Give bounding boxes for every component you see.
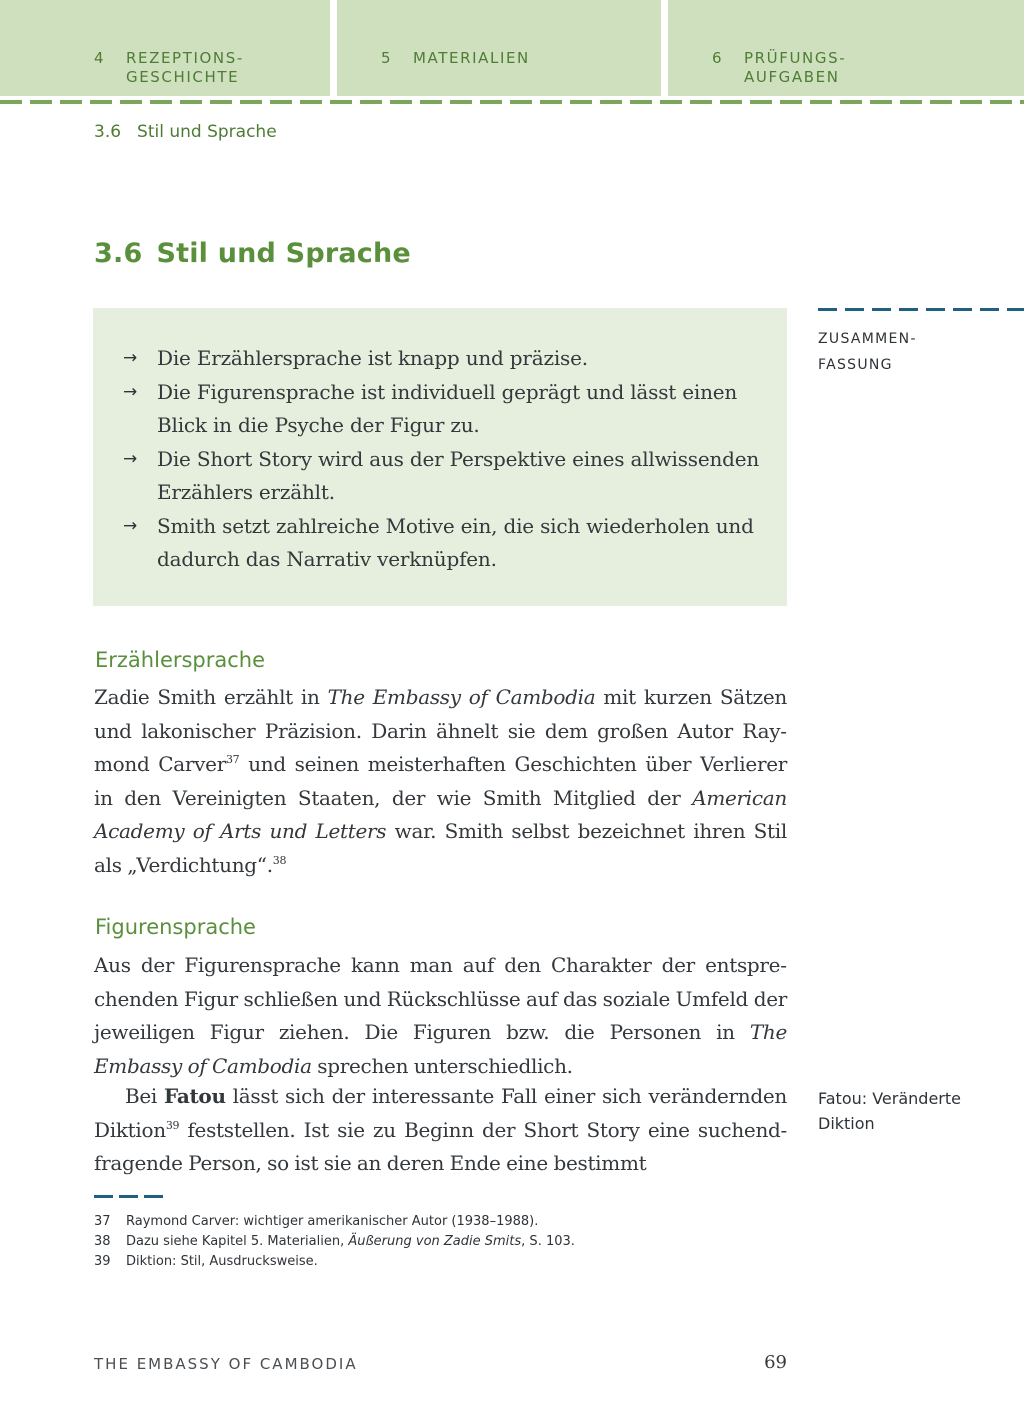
- tab-number: 4: [94, 49, 106, 67]
- chapter-title-text: Stil und Sprache: [156, 238, 411, 269]
- paragraph-erzaehlersprache: Zadie Smith erzählt in The Embassy of Cambodia mit kurzen Sätzen und lakonischer Präzision. Darin ähnelt sie dem großen Autor Raymond Carver$^{37}$ und seinen meisterhaften Geschichten über Verlierer in den Vereinigten Staaten, der wie Smith Mitglied der American Academy of Arts und Letters war. Smith selbst bezeichnet ihren Stil als „Verdichtung“.$^{38}$: [94, 685, 787, 877]
- tab-materialien[interactable]: [337, 0, 661, 96]
- arrow-right-icon: →: [123, 515, 138, 536]
- page-title: [94, 238, 411, 269]
- tab-rezeptionsgeschichte[interactable]: [0, 0, 330, 96]
- footnotes: [94, 1212, 794, 1272]
- footnote-ref[interactable]: 37: [225, 753, 240, 767]
- summary-list: [123, 342, 767, 577]
- running-head: [94, 122, 277, 142]
- running-head-title: Stil und Sprache: [137, 122, 277, 142]
- footnote-ref[interactable]: 38: [272, 853, 287, 867]
- header-dashed-divider: [0, 100, 1024, 104]
- summary-margin-label: ZUSAMMEN- FASSUNG: [818, 331, 917, 373]
- section-heading-erzaehlersprache: Erzählersprache: [95, 648, 266, 672]
- footer-book-title: THE EMBASSY OF CAMBODIA: [94, 1355, 358, 1373]
- section-heading-figurensprache: Figurensprache: [95, 915, 256, 939]
- paragraph-figurensprache: Aus der Figurensprache kann man auf den Charakter der entsprechenden Figur schließen und Rückschlüsse auf das soziale Umfeld der jeweiligen Figur ziehen. Die Figuren bzw. die Personen in The Embassy of Cambodia sprechen unterschiedlich.: [94, 953, 787, 1078]
- footnote: 39 Diktion: Stil, Ausdrucksweise.: [94, 1254, 318, 1269]
- margin-note-fatou: Fatou: Veränderte Diktion: [818, 1089, 961, 1133]
- page-number: 69: [764, 1352, 787, 1373]
- tab-label: MATERIALIEN: [413, 49, 530, 67]
- summary-item: → Die Erzählersprache ist knapp und präzise.: [123, 342, 767, 376]
- tab-label: PRÜFUNGS- AUFGABEN: [744, 49, 847, 86]
- margin-dashed-divider: [818, 308, 1024, 311]
- footnote-divider: [94, 1195, 164, 1198]
- arrow-right-icon: →: [123, 448, 138, 469]
- chapter-navigation: [0, 0, 1024, 96]
- summary-item: → Die Short Story wird aus der Perspektive eines allwissenden Erzählers erzählt.: [123, 443, 767, 510]
- summary-box: [93, 308, 787, 606]
- tab-label: REZEPTIONS- GESCHICHTE: [126, 49, 244, 86]
- running-head-number: 3.6: [94, 122, 122, 142]
- footnote: 38 Dazu siehe Kapitel 5. Materialien, Äußerung von Zadie Smits, S. 103.: [94, 1234, 575, 1249]
- arrow-right-icon: →: [123, 348, 138, 368]
- tab-number: 5: [381, 49, 393, 67]
- summary-item: → Die Figurensprache ist individuell geprägt und lässt einen Blick in die Psyche der Figur zu.: [123, 376, 767, 443]
- paragraph-fatou: Bei Fatou lässt sich der interessante Fall einer sich verändernden Diktion$^{39}$ feststellen. Ist sie zu Beginn der Short Story eine suchend-fragende Person, so ist sie an deren Ende eine bestimmt: [94, 1084, 787, 1176]
- footnote: 37 Raymond Carver: wichtiger amerikanischer Autor (1938–1988).: [94, 1214, 539, 1229]
- tab-pruefungsaufgaben[interactable]: [668, 0, 1024, 96]
- footnote-ref[interactable]: 39: [165, 1118, 180, 1132]
- arrow-right-icon: →: [123, 381, 138, 402]
- summary-item: → Smith setzt zahlreiche Motive ein, die sich wiederholen und dadurch das Narrativ verknüpfen.: [123, 510, 767, 577]
- chapter-number: 3.6: [94, 238, 143, 269]
- tab-number: 6: [712, 49, 724, 67]
